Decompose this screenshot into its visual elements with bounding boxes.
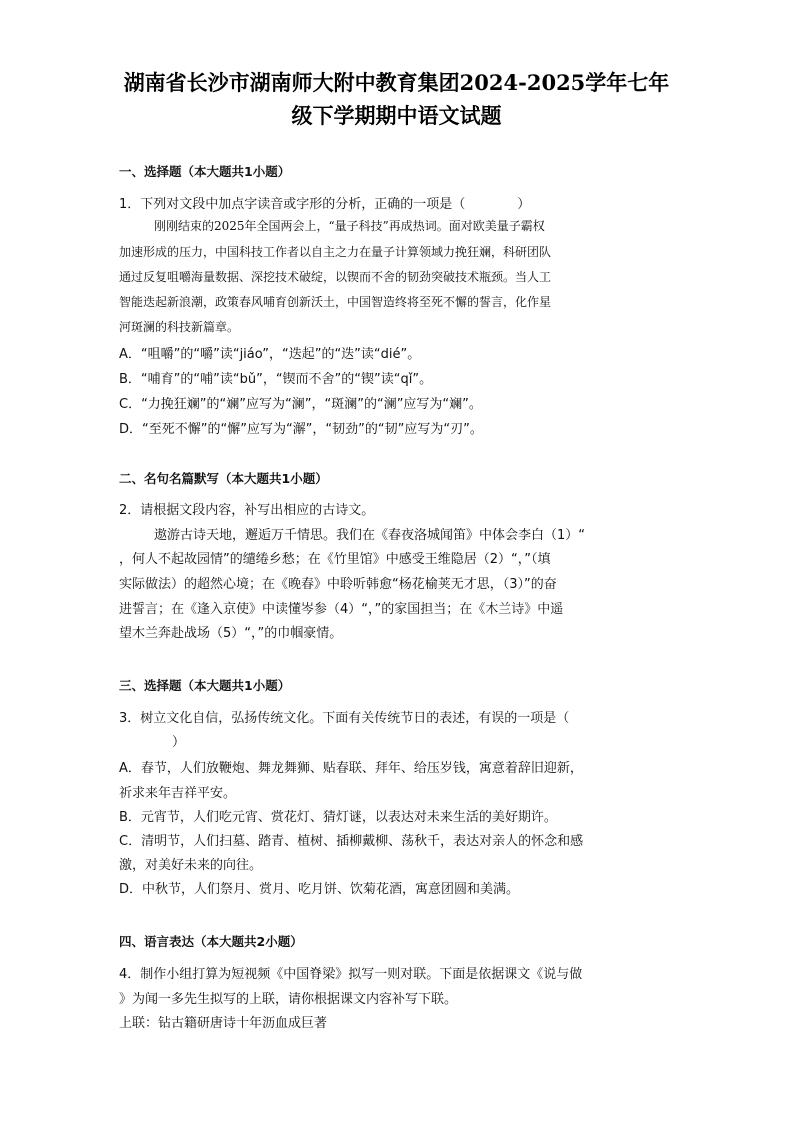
q4-upper-couplet: 上联：钻古籍研唐诗十年沥血成巨著	[119, 1016, 328, 1031]
question-3-stem-cont: ）	[172, 735, 186, 750]
section-heading-3: 三、选择题（本大题共1小题）	[119, 678, 291, 693]
q1-passage-line-5: 河斑澜的科技新篇章。	[119, 320, 240, 334]
q2-passage-line-2: ，何人不起故园情”的缱绻乡愁；在《竹里馆》中感受王维隐居（2）“，”（填	[119, 552, 551, 567]
q1-passage-line-2: 加速形成的压力，中国科技工作者以自主之力在量子计算领域力挽狂斓，科研团队	[119, 245, 552, 259]
title-line-1: 湖南省长沙市湖南师大附中教育集团2024-2025学年七年	[123, 70, 670, 95]
q2-passage-line-5: 望木兰奔赴战场（5）“，”的巾帼豪情。	[119, 626, 343, 641]
q1-option-a: A．“咀嚼”的“嚼”读“jiáo”，“迭起”的“迭”读“dié”。	[119, 347, 421, 362]
q1-option-b: B．“哺育”的“哺”读“bǔ”，“锲而不舍”的“锲”读“qǐ”。	[119, 372, 433, 387]
q3-option-b: B．元宵节，人们吃元宵、赏花灯、猜灯谜，以表达对未来生活的美好期许。	[119, 810, 557, 825]
question-3-stem: 3．树立文化自信，弘扬传统文化。下面有关传统节日的表述，有误的一项是（	[119, 711, 570, 726]
q3-option-a: A．春节，人们放鞭炮、舞龙舞狮、贴春联、拜年、给压岁钱，寓意着辞旧迎新，	[119, 761, 583, 776]
question-2-stem: 2．请根据文段内容，补写出相应的古诗文。	[119, 503, 375, 518]
q1-option-c: C．“力挽狂斓”的“斓”应写为“澜”，“斑澜”的“澜”应写为“斓”。	[119, 397, 482, 412]
question-1-stem: 1．下列对文段中加点字读音或字形的分析，正确的一项是（ ）	[119, 197, 531, 212]
q1-passage-line-3: 通过反复咀嚼海量数据、深挖技术破绽，以锲而不舍的韧劲突破技术瓶颈。当人工	[119, 270, 552, 284]
document-title	[100, 66, 693, 132]
q3-option-c-cont: 激，对美好未来的向往。	[119, 858, 263, 873]
q2-passage-line-1: 遨游古诗天地，邂逅万千情思。我们在《春夜洛城闻笛》中体会李白（1）“	[154, 528, 586, 543]
question-4-stem: 4．制作小组打算为短视频《中国脊梁》拟写一则对联。下面是依据课文《说与做	[119, 967, 583, 982]
q1-passage-line-1: 刚刚结束的2025年全国两会上，“量子科技”再成热词。面对欧美量子霸权	[154, 219, 545, 233]
section-heading-2: 二、名句名篇默写（本大题共1小题）	[119, 471, 328, 486]
q1-passage-line-4: 智能迭起新浪潮，政策春风哺育创新沃土，中国智造终将至死不懈的誓言，化作星	[119, 295, 552, 309]
q3-option-c: C．清明节，人们扫墓、踏青、植树、插柳戴柳、荡秋千，表达对亲人的怀念和感	[119, 834, 584, 849]
q2-passage-line-4: 进誓言；在《逢入京使》中读懂岑参（4）“，”的家国担当；在《木兰诗》中遥	[119, 602, 564, 617]
q3-option-d: D．中秋节，人们祭月、赏月、吃月饼、饮菊花酒，寓意团圆和美满。	[119, 882, 520, 897]
question-4-stem-cont: 》为闻一多先生拟写的上联，请你根据课文内容补写下联。	[119, 992, 458, 1007]
q3-option-a-cont: 祈求来年吉祥平安。	[119, 786, 237, 801]
title-line-2: 级下学期期中语文试题	[291, 103, 502, 128]
section-heading-1: 一、选择题（本大题共1小题）	[119, 164, 291, 179]
q2-passage-line-3: 实际做法）的超然心境；在《晚春》中聆听韩愈“杨花榆荚无才思，（3）”的奋	[119, 577, 557, 592]
q1-option-d: D．“至死不懈”的“懈”应写为“澥”，“韧劲”的“韧”应写为“刃”。	[119, 422, 483, 437]
section-heading-4: 四、语言表达（本大题共2小题）	[119, 934, 303, 949]
